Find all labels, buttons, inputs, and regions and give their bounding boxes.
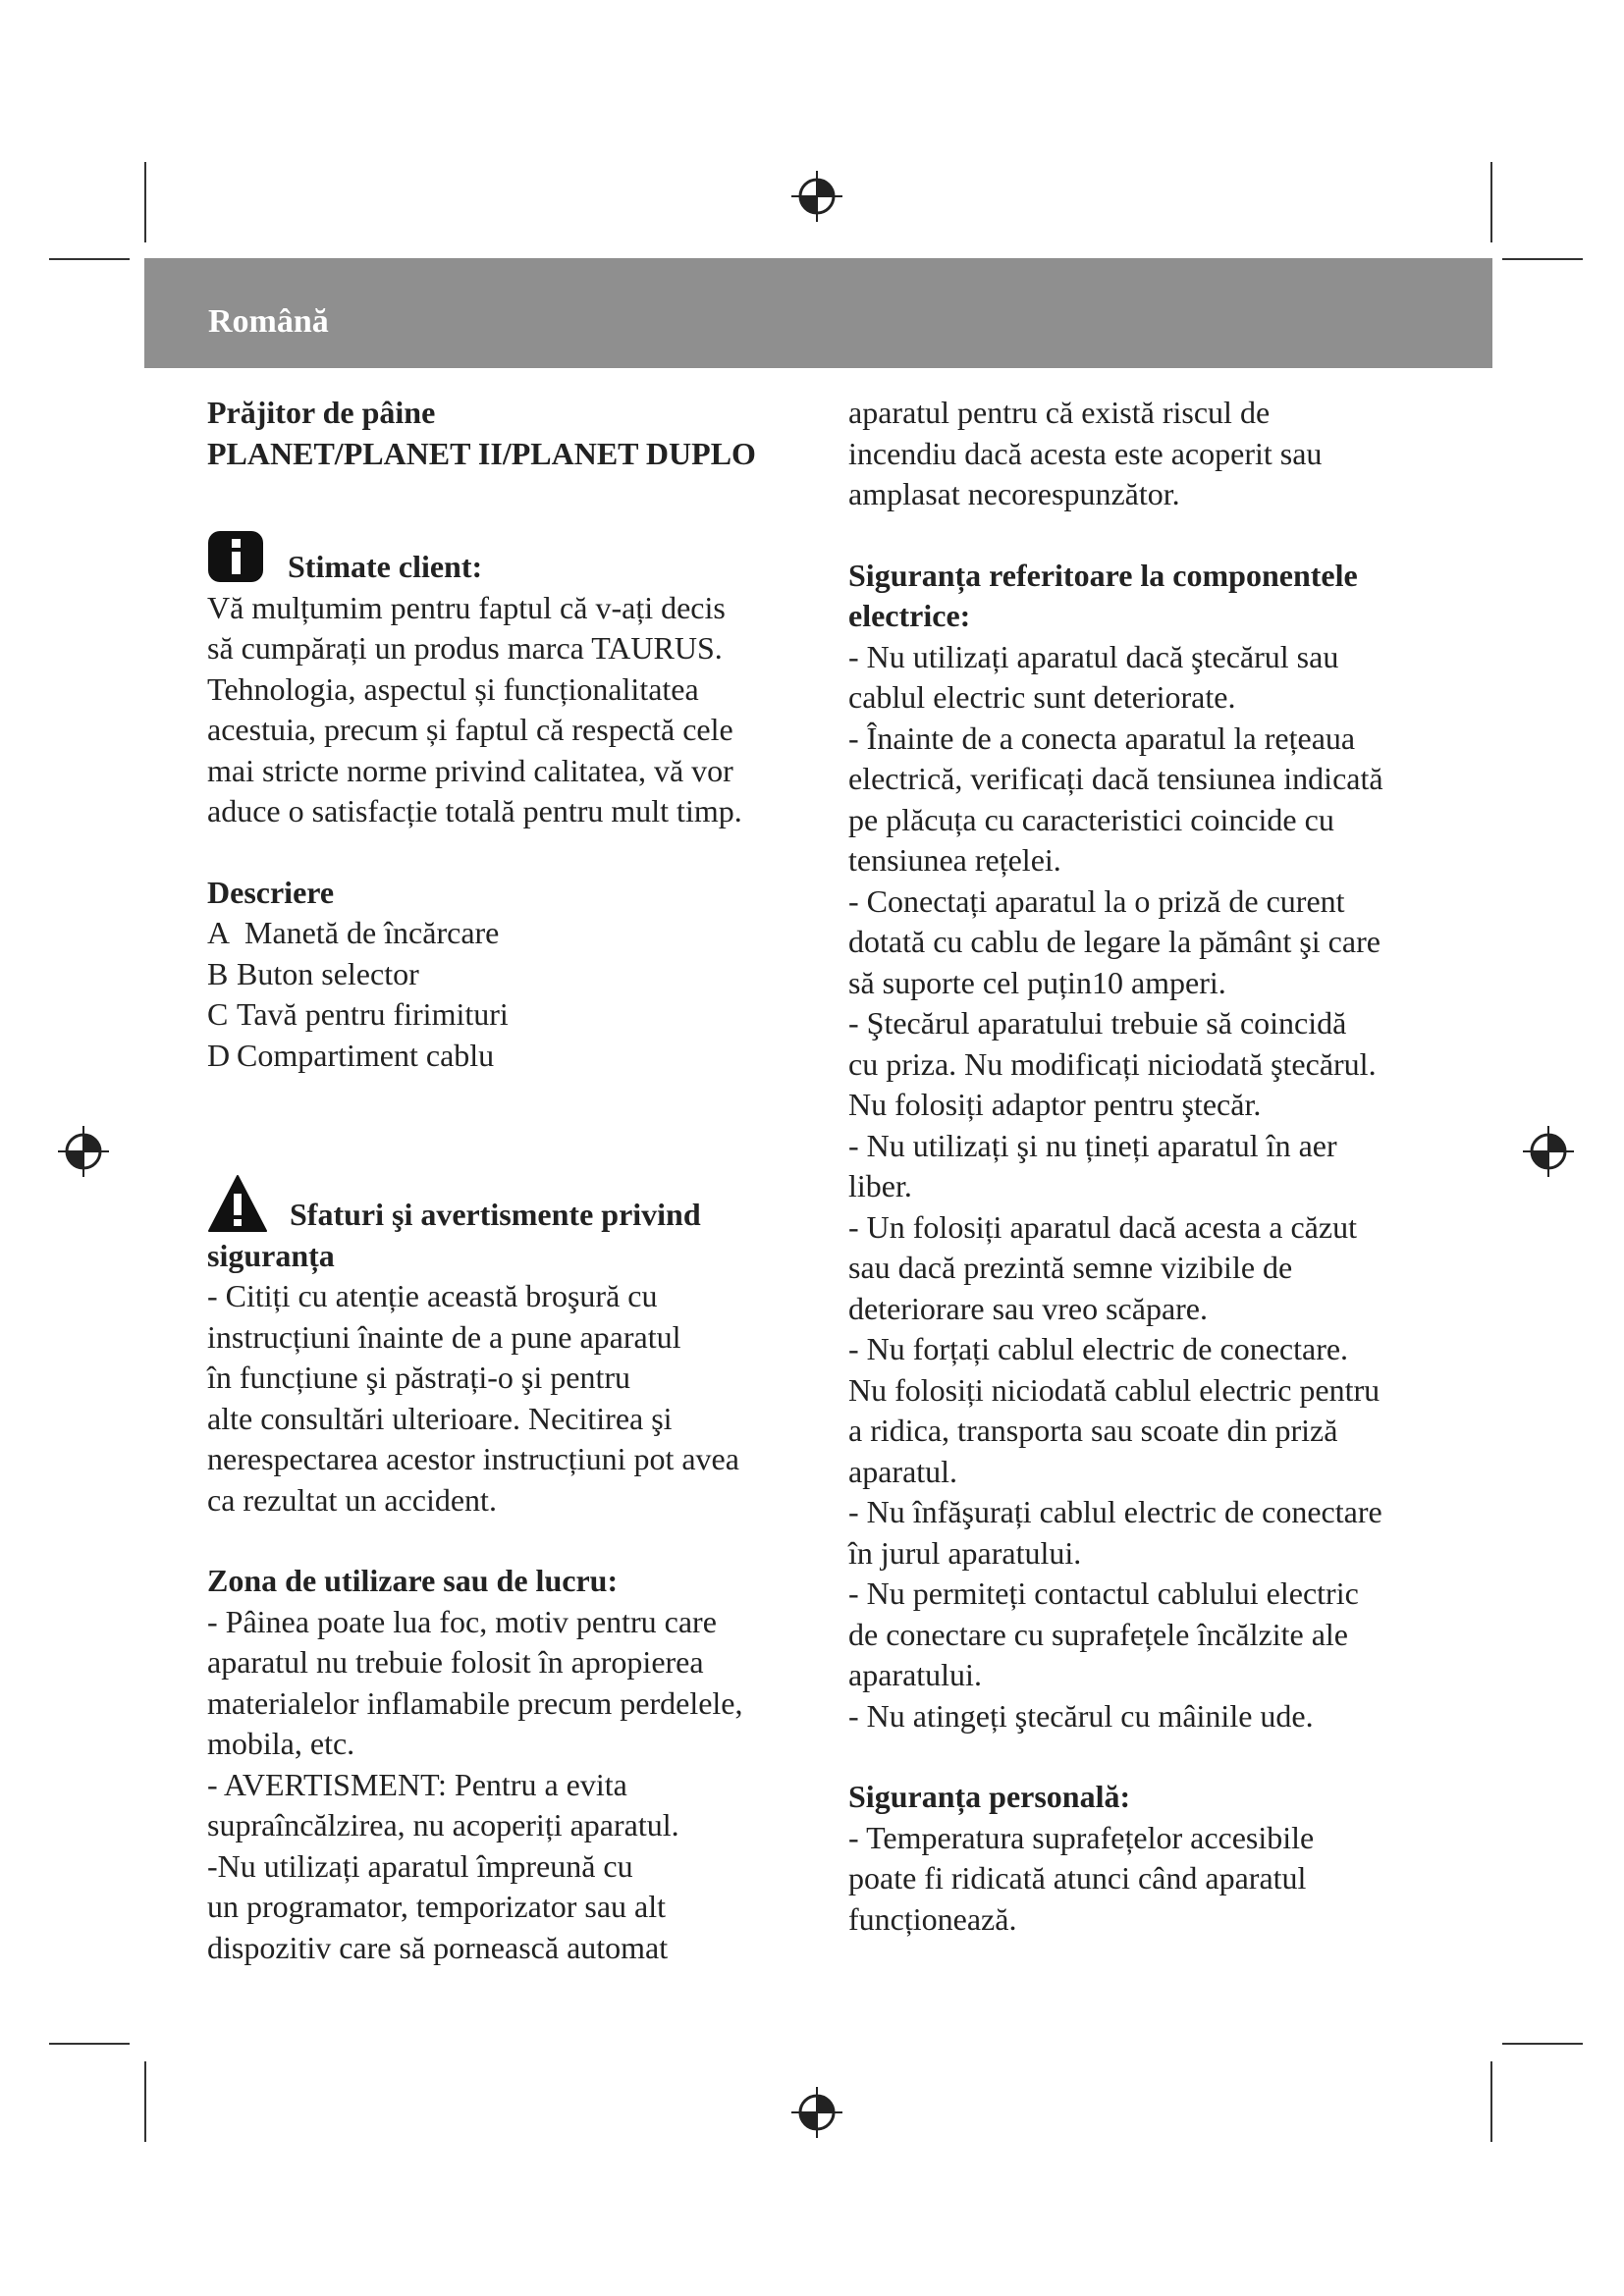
registration-mark-icon bbox=[789, 169, 844, 224]
greeting-heading-row bbox=[207, 530, 796, 588]
electrical-line: Nu folosiți niciodată cablul electric pentru bbox=[848, 1371, 1380, 1408]
electrical-line: dotată cu cablu de legare la pământ şi care bbox=[848, 924, 1380, 959]
description-letter: C bbox=[207, 996, 229, 1032]
electrical-heading-cont: electrice: bbox=[848, 598, 971, 633]
language-label: Română bbox=[208, 303, 329, 340]
crop-mark-top-left-h bbox=[49, 258, 130, 260]
electrical-line: tensiunea rețelei. bbox=[848, 842, 1061, 878]
work-area-line: dispozitiv care să pornească automat bbox=[207, 1929, 669, 1965]
electrical-line: pe plăcuța cu caracteristici coincide cu bbox=[848, 801, 1334, 837]
greeting-line: să cumpărați un produs marca TAURUS. bbox=[207, 630, 723, 666]
electrical-line: a ridica, transporta sau scoate din priză bbox=[848, 1413, 1338, 1448]
work-area-line: supraîncălzirea, nu acoperiți aparatul. bbox=[207, 1807, 679, 1842]
safety-line: nerespectarea acestor instrucțiuni pot avea bbox=[207, 1441, 739, 1476]
safety-heading: Sfaturi şi avertismente privind bbox=[290, 1197, 701, 1232]
left-column bbox=[207, 393, 796, 1968]
safety-line: în funcțiune şi păstrați-o şi pentru bbox=[207, 1360, 631, 1395]
work-area-line: -Nu utilizați aparatul împreună cu bbox=[207, 1847, 633, 1884]
safety-line: - Citiți cu atenție această broşură cu bbox=[207, 1278, 658, 1313]
description-item bbox=[207, 954, 796, 995]
electrical-line: electrică, verificați dacă tensiunea indicată bbox=[848, 761, 1383, 796]
greeting-line: acestuia, precum și faptul că respectă cele bbox=[207, 712, 733, 747]
description-item bbox=[207, 1036, 796, 1077]
product-title: Prăjitor de pâine bbox=[207, 395, 436, 430]
description-item bbox=[207, 994, 796, 1036]
description-letter: D bbox=[207, 1037, 231, 1073]
work-area-line: - AVERTISMENT: Pentru a evita bbox=[207, 1766, 627, 1802]
crop-mark-top-right-h bbox=[1502, 258, 1583, 260]
electrical-line: să suporte cel puțin10 amperi. bbox=[848, 964, 1226, 1000]
electrical-line: - Nu permiteți contactul cablului electric bbox=[848, 1575, 1359, 1611]
crop-mark-bottom-right bbox=[1490, 2061, 1492, 2142]
description-item bbox=[207, 913, 796, 954]
work-area-heading: Zona de utilizare sau de lucru: bbox=[207, 1563, 619, 1598]
work-area-line: materialelor inflamabile precum perdelele, bbox=[207, 1684, 743, 1721]
continuation-line: amplasat necorespunzător. bbox=[848, 476, 1180, 511]
work-area-line: aparatul nu trebuie folosit în apropierea bbox=[207, 1644, 704, 1680]
description-letter: A bbox=[207, 915, 231, 950]
electrical-line: - Înainte de a conecta aparatul la rețeaua bbox=[848, 720, 1356, 756]
description-letter: B bbox=[207, 955, 229, 991]
description-text: Buton selector bbox=[237, 955, 419, 991]
electrical-line: - Nu forțați cablul electric de conectare. bbox=[848, 1331, 1349, 1366]
personal-heading: Siguranța personală: bbox=[848, 1779, 1131, 1814]
safety-heading-row bbox=[207, 1174, 796, 1236]
registration-mark-icon bbox=[789, 2085, 844, 2140]
warning-icon bbox=[207, 1174, 268, 1233]
safety-line: ca rezultat un accident. bbox=[207, 1481, 497, 1518]
crop-mark-bottom-left-h bbox=[49, 2043, 130, 2045]
right-column bbox=[848, 393, 1437, 1940]
greeting-heading: Stimate client: bbox=[288, 549, 483, 584]
electrical-line: - Un folosiți aparatul dacă acesta a căzut bbox=[848, 1208, 1357, 1245]
info-icon bbox=[207, 530, 264, 583]
electrical-line: de conectare cu suprafețele încălzite ale bbox=[848, 1616, 1348, 1652]
electrical-line: în jurul aparatului. bbox=[848, 1534, 1082, 1571]
electrical-heading: Siguranța referitoare la componentele bbox=[848, 557, 1358, 593]
personal-line: - Temperatura suprafețelor accesibile bbox=[848, 1819, 1315, 1855]
crop-mark-bottom-right-h bbox=[1502, 2043, 1583, 2045]
electrical-line: aparatului. bbox=[848, 1657, 982, 1692]
electrical-line: liber. bbox=[848, 1168, 912, 1203]
product-models: PLANET/PLANET II/PLANET DUPLO bbox=[207, 435, 756, 471]
work-area-line: un programator, temporizator sau alt bbox=[207, 1889, 666, 1924]
greeting-line: Vă mulțumim pentru faptul că v-ați decis bbox=[207, 589, 726, 625]
electrical-line: - Conectați aparatul la o priză de curent bbox=[848, 882, 1345, 919]
description-heading: Descriere bbox=[207, 874, 335, 910]
personal-line: funcționează. bbox=[848, 1900, 1017, 1937]
crop-mark-top-right bbox=[1490, 162, 1492, 242]
description-text: Manetă de încărcare bbox=[244, 915, 500, 950]
registration-mark-icon bbox=[56, 1124, 111, 1179]
electrical-line: - Nu atingeți ştecărul cu mâinile ude. bbox=[848, 1697, 1314, 1734]
crop-mark-top-left bbox=[144, 162, 146, 242]
registration-mark-icon bbox=[1521, 1124, 1576, 1179]
safety-line: instrucțiuni înainte de a pune aparatul bbox=[207, 1318, 681, 1355]
electrical-line: cablul electric sunt deteriorate. bbox=[848, 679, 1236, 715]
electrical-line: - Nu utilizați aparatul dacă ştecărul sau bbox=[848, 638, 1339, 674]
greeting-line: aduce o satisfacție totală pentru mult timp. bbox=[207, 793, 742, 828]
electrical-line: deteriorare sau vreo scăpare. bbox=[848, 1290, 1208, 1326]
greeting-line: Tehnologia, aspectul și funcționalitatea bbox=[207, 670, 699, 707]
electrical-line: - Nu utilizați şi nu țineți aparatul în aer bbox=[848, 1127, 1337, 1163]
language-header-band bbox=[144, 258, 1492, 368]
electrical-line: aparatul. bbox=[848, 1453, 958, 1489]
safety-heading-cont: siguranța bbox=[207, 1237, 335, 1273]
safety-line: alte consultări ulterioare. Necitirea şi bbox=[207, 1400, 673, 1436]
electrical-line: - Nu înfăşurați cablul electric de conectare bbox=[848, 1494, 1382, 1529]
electrical-line: cu priza. Nu modificați niciodată ştecărul. bbox=[848, 1045, 1377, 1082]
personal-line: poate fi ridicată atunci când aparatul bbox=[848, 1860, 1307, 1896]
work-area-line: mobila, etc. bbox=[207, 1726, 355, 1761]
crop-mark-bottom-left bbox=[144, 2061, 146, 2142]
electrical-line: - Ştecărul aparatului trebuie să coincidă bbox=[848, 1005, 1347, 1041]
continuation-line: incendiu dacă acesta este acoperit sau bbox=[848, 435, 1323, 471]
continuation-line: aparatul pentru că există riscul de bbox=[848, 395, 1271, 430]
work-area-line: - Pâinea poate lua foc, motiv pentru care bbox=[207, 1603, 717, 1639]
electrical-line: sau dacă prezintă semne vizibile de bbox=[848, 1250, 1293, 1285]
description-text: Compartiment cablu bbox=[237, 1037, 495, 1073]
description-text: Tavă pentru firimituri bbox=[237, 996, 509, 1032]
greeting-line: mai stricte norme privind calitatea, vă vor bbox=[207, 752, 733, 788]
electrical-line: Nu folosiți adaptor pentru ştecăr. bbox=[848, 1087, 1262, 1122]
